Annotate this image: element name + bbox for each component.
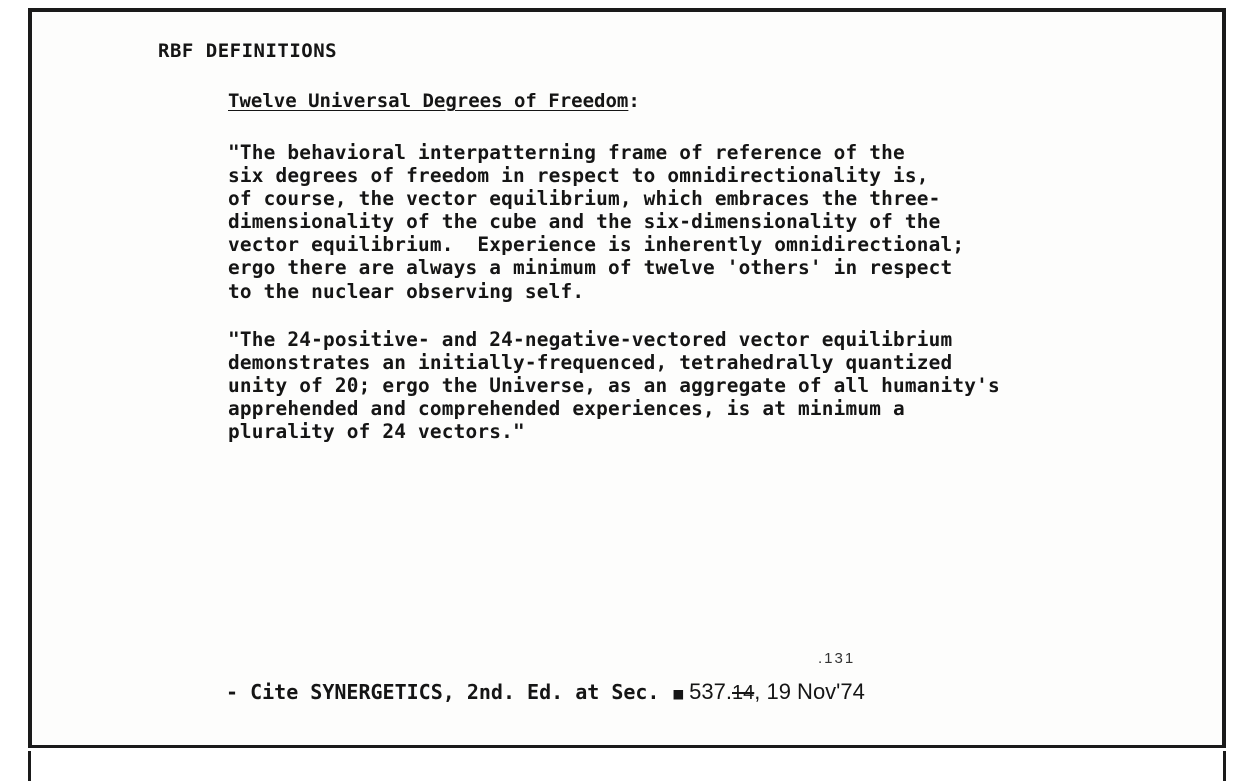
quote-paragraph-1: "The behavioral interpatterning frame of reference of the six degrees of freedom in respect to omnidirectionality is, of course, the vector equilibrium, which embraces the three- dimensionality of the cube and the six-dimensionality of the vector equilibrium. Experience is inherently omnidirectional; ergo there are always a minimum of twelve 'others' in respect to the nuclear observing self. [228,141,965,303]
citation-number: 537. [689,679,732,704]
typed-over-mark: ■ [673,684,684,703]
handwritten-note: .131 [818,650,856,667]
card-header: RBF DEFINITIONS [158,40,338,62]
struck-out-number: 14 [732,682,755,704]
title-text: Twelve Universal Degrees of Freedom [228,90,629,112]
citation [226,679,865,705]
citation-date: , 19 Nov'74 [754,679,865,704]
next-card-edge [28,751,1226,781]
definition-title [228,90,640,112]
quote-paragraph-2: "The 24-positive- and 24-negative-vectored vector equilibrium demonstrates an initially-frequenced, tetrahedrally quantized unity of 20; ergo the Universe, as an aggregate of all humanity's apprehended and comprehended experiences, is at minimum a plurality of 24 vectors." [228,328,1000,444]
title-colon: : [628,90,640,112]
citation-prefix: - Cite SYNERGETICS, 2nd. Ed. at Sec. [226,680,660,704]
